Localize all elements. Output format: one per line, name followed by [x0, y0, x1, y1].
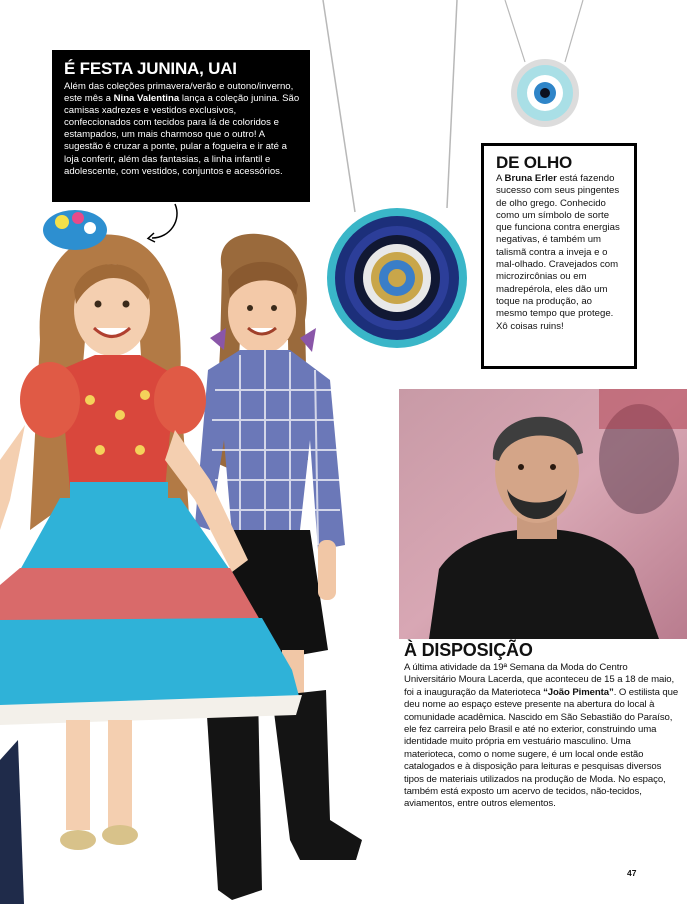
de-olho-text: A Bruna Erler está fazendo sucesso com seus pingentes de olho grego. Conhecido como um símbolo de sorte que funciona contra energias negativas, é também um talismã contra a inveja e o mal-olhado. Cravejados com microzircônias ou em madrepérola, eles dão um toque na produção, ao mesmo tempo que protege. Xô coisas ruins!	[496, 173, 620, 332]
materioteca-name: “João Pimenta”	[543, 686, 614, 698]
a-disposicao-title: À DISPOSIÇÃO	[404, 640, 533, 660]
de-olho-title: DE OLHO	[496, 153, 573, 172]
jewelry-designer-name: Bruna Erler	[504, 173, 557, 184]
festa-junina-title: É FESTA JUNINA, UAI	[64, 59, 237, 78]
evil-eye-large-pendant-photo	[315, 0, 475, 350]
a-disposicao-text: A última atividade da 19ª Semana da Moda do Centro Universitário Moura Lacerda, que aconteceu de 15 a 18 de maio, foi a inauguração da Materioteca “João Pimenta”. O estilista que deu nome ao espaço esteve presente na abertura do local à comunidade acadêmica. Nascido em São Sebastião do Paraíso, ele fez carreira pelo Brasil e até no exterior, construindo uma identidade muito própria em vestuário masculino. Uma materioteca, como o nome sugere, é um local onde estão catalogados e à disposição para leituras e pesquisas diversos tipos de materiais utilizados na produção de Moda. No espaço, também está exposto um acervo de tecidos, não-tecidos, aviamentos, entre outros elementos.	[404, 662, 679, 810]
page-number: 47	[627, 868, 637, 878]
a-disposicao-section	[404, 641, 680, 811]
festa-junina-box	[52, 50, 310, 202]
de-olho-box	[481, 143, 637, 369]
evil-eye-small-pendant-photo	[495, 0, 595, 135]
designer-portrait-photo	[399, 389, 687, 639]
pointer-arrow-icon	[120, 200, 190, 250]
store-name: Nina Valentina	[113, 93, 180, 105]
festa-junina-text: Além das coleções primavera/verão e outono/inverno, este mês a Nina Valentina lança a coleção junina. São camisas xadrezes e vestidos exclusivos, confeccionados com tecidos para lá de coloridos e estampados, um mais charmoso que o outro! A sugestão é cruzar a ponte, pular a fogueira e ir até a loja conferir, além das fantasias, a linha infantil e adolescente, com vestidos, conjuntos e acessórios.	[64, 81, 300, 177]
